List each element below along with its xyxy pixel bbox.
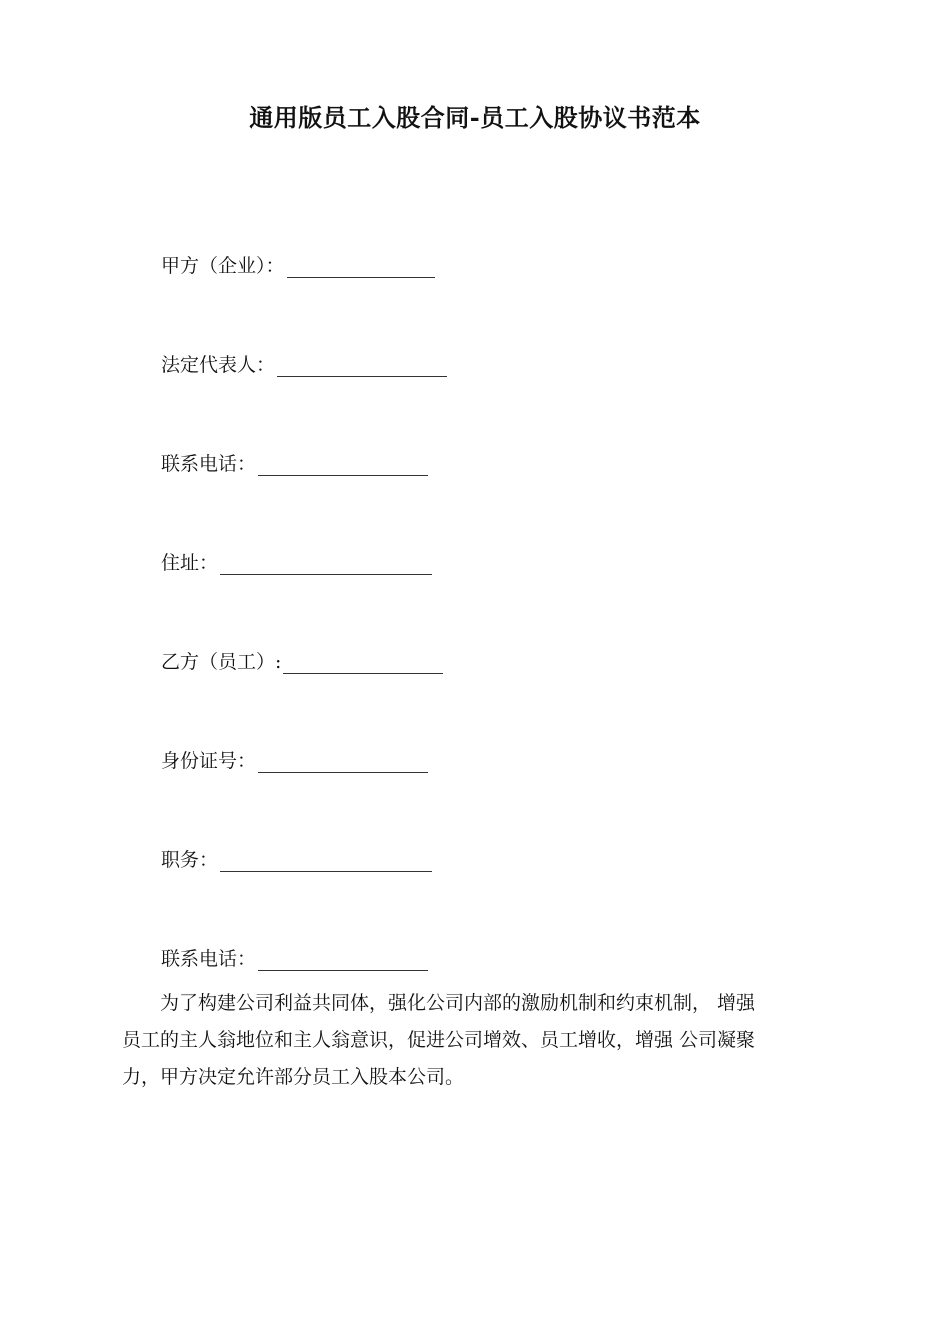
party-a-blank xyxy=(287,257,435,278)
party-b-blank xyxy=(283,653,443,674)
address-field xyxy=(161,551,432,575)
paragraph-line: 为了构建公司利益共同体，强化公司内部的激励机制和约束机制， 增强 xyxy=(160,992,756,1014)
legal-representative-label: 法定代表人： xyxy=(161,354,276,376)
party-b-label: 乙方（员工）: xyxy=(161,651,282,673)
address-label: 住址： xyxy=(161,552,219,574)
party-a-label: 甲方（企业）： xyxy=(161,255,285,277)
purpose-paragraph xyxy=(122,985,842,1096)
paragraph-line: 力，甲方决定允许部分员工入股本公司。 xyxy=(122,1066,465,1088)
legal-representative-field xyxy=(161,353,447,377)
party-a-phone-label: 联系电话： xyxy=(161,453,257,475)
party-b-field xyxy=(161,650,443,674)
id-number-field xyxy=(161,749,428,773)
party-b-phone-field xyxy=(161,947,428,971)
address-blank xyxy=(220,554,432,575)
position-blank xyxy=(220,851,432,872)
party-a-phone-blank xyxy=(258,455,428,476)
party-a-phone-field xyxy=(161,452,428,476)
document-title: 通用版员工入股合同-员工入股协议书范本 xyxy=(249,103,701,132)
legal-representative-blank xyxy=(277,356,447,377)
position-field xyxy=(161,848,432,872)
party-a-field xyxy=(161,254,435,278)
paragraph-line: 员工的主人翁地位和主人翁意识，促进公司增效、员工增收，增强 公司凝聚 xyxy=(122,1029,756,1051)
party-b-phone-label: 联系电话： xyxy=(161,948,257,970)
party-b-phone-blank xyxy=(258,950,428,971)
id-number-label: 身份证号： xyxy=(161,750,257,772)
id-number-blank xyxy=(258,752,428,773)
position-label: 职务： xyxy=(161,849,219,871)
